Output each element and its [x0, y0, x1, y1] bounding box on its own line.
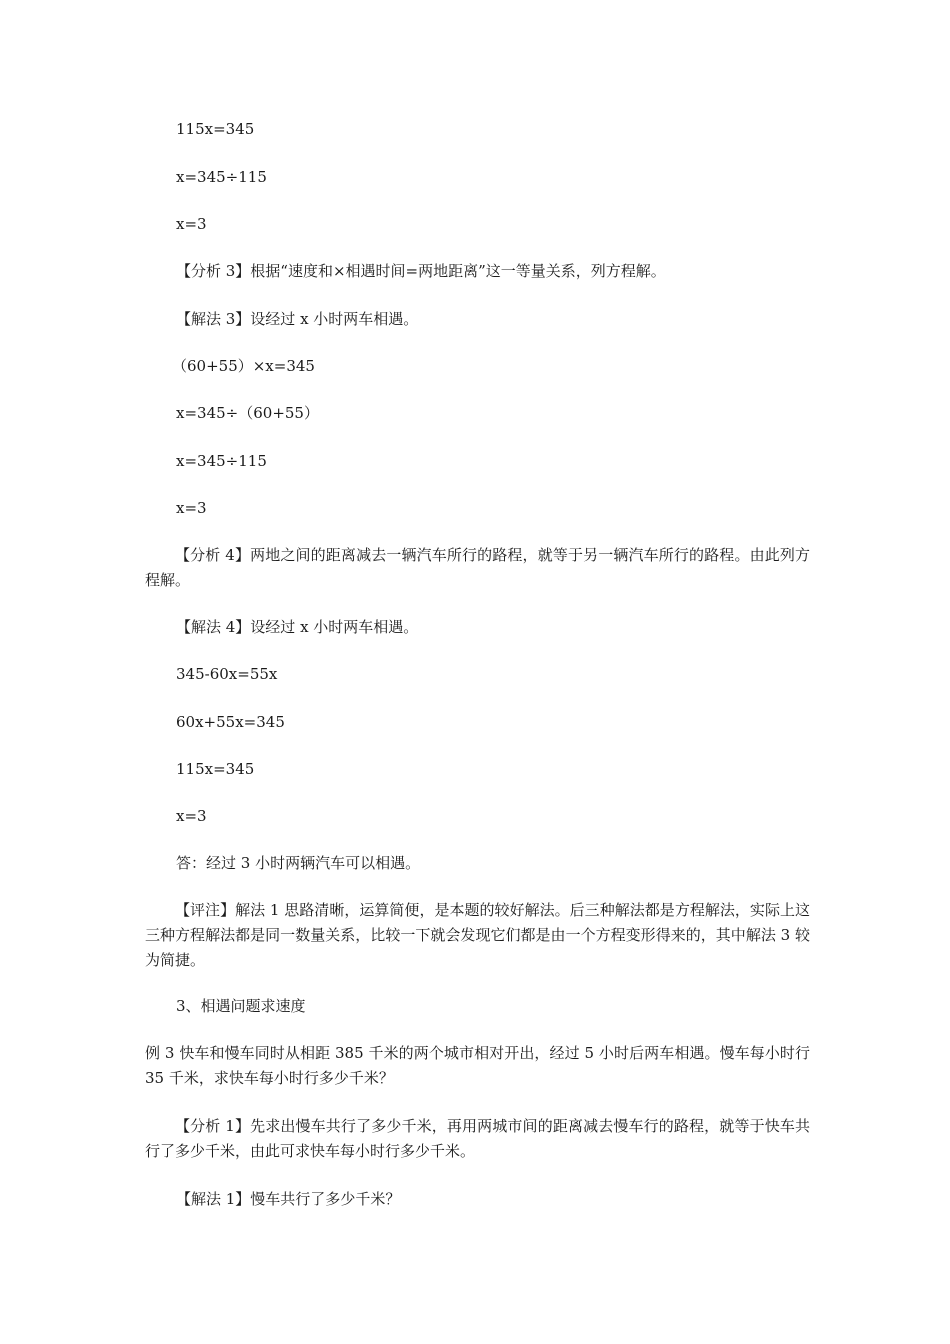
equation-line: 60x+55x=345 [176, 713, 285, 731]
analysis-1-paragraph: 【分析 1】先求出慢车共行了多少千米，再用两城市间的距离减去慢车行的路程，就等于快车共行了多少千米，由此可求快车每小时行多少千米。 [145, 1117, 810, 1160]
equation-line: （60+55）×x=345 [172, 357, 315, 375]
equation-line: x=3 [176, 499, 207, 517]
section-heading: 3、相遇问题求速度 [176, 997, 306, 1015]
answer-line: 答：经过 3 小时两辆汽车可以相遇。 [176, 854, 421, 872]
equation-line: x=3 [176, 215, 207, 233]
analysis-4-paragraph: 【分析 4】两地之间的距离减去一辆汽车所行的路程，就等于另一辆汽车所行的路程。由此列方程解。 [145, 546, 810, 589]
commentary-paragraph: 【评注】解法 1 思路清晰，运算简便，是本题的较好解法。后三种解法都是方程解法，实际上这三种方程解法都是同一数量关系，比较一下就会发现它们都是由一个方程变形得来的，其中解法 3 较为简捷。 [145, 901, 810, 969]
solution-3-heading: 【解法 3】设经过 x 小时两车相遇。 [176, 310, 419, 328]
equation-line: 345-60x=55x [176, 665, 278, 683]
equation-line: 115x=345 [176, 760, 255, 778]
equation-line: x=345÷115 [176, 452, 267, 470]
solution-4-heading: 【解法 4】设经过 x 小时两车相遇。 [176, 618, 419, 636]
equation-line: 115x=345 [176, 120, 255, 138]
example-3-paragraph: 例 3 快车和慢车同时从相距 385 千米的两个城市相对开出，经过 5 小时后两车相遇。慢车每小时行 35 千米，求快车每小时行多少千米？ [145, 1044, 810, 1087]
equation-line: x=345÷（60+55） [176, 404, 319, 422]
solution-1-heading: 【解法 1】慢车共行了多少千米？ [176, 1190, 401, 1208]
analysis-3-heading: 【分析 3】根据“速度和×相遇时间=两地距离”这一等量关系，列方程解。 [176, 262, 666, 280]
equation-line: x=3 [176, 807, 207, 825]
equation-line: x=345÷115 [176, 168, 267, 186]
